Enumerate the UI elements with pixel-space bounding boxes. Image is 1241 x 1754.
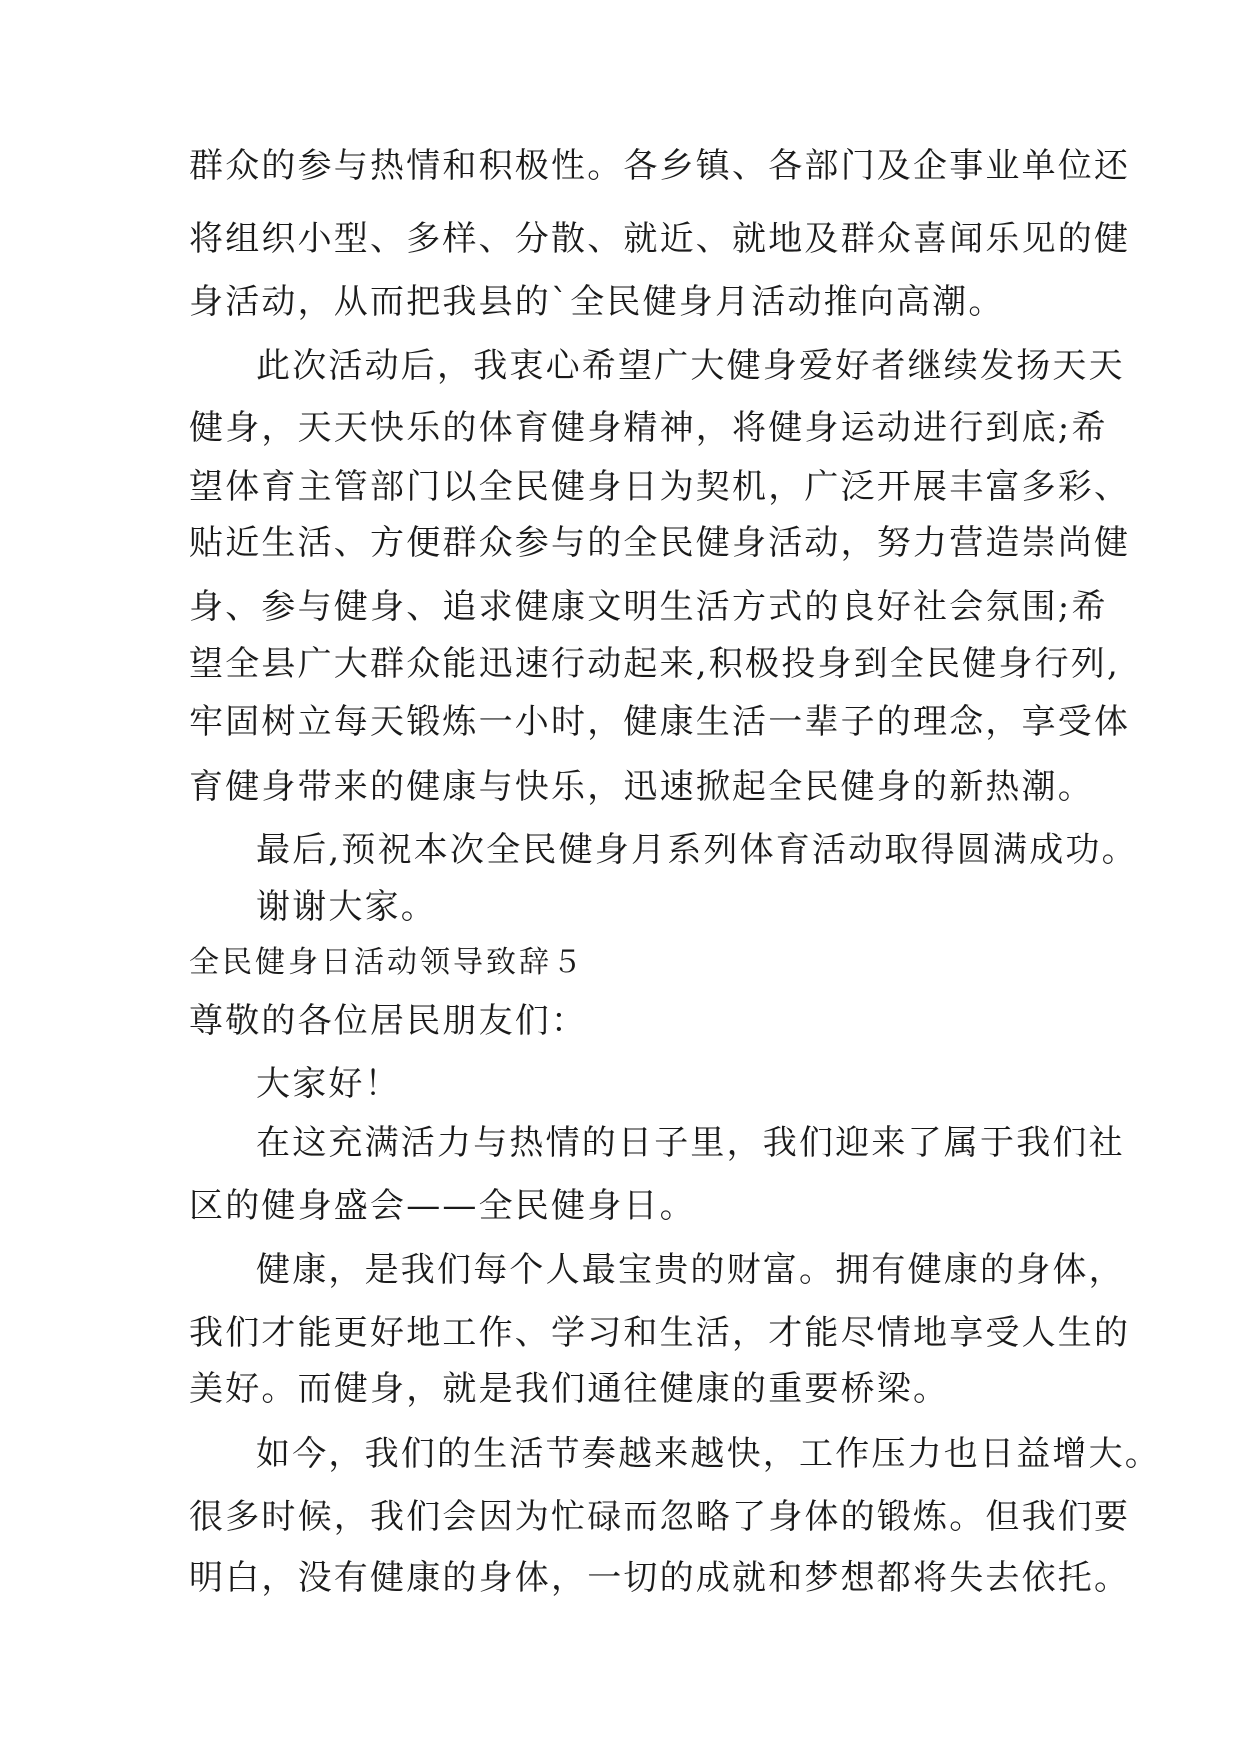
paragraph-line: 我们才能更好地工作、学习和生活，才能尽情地享受人生的 [189,1313,1131,1353]
paragraph-line: 身活动，从而把我县的`全民健身月活动推向高潮。 [189,282,1005,322]
paragraph-line: 望体育主管部门以全民健身日为契机，广泛开展丰富多彩、 [189,467,1131,507]
paragraph-line: 很多时候，我们会因为忙碌而忽略了身体的锻炼。但我们要 [189,1497,1131,1537]
paragraph-line: 身、参与健身、追求健康文明生活方式的良好社会氛围;希 [189,587,1108,627]
paragraph-line: 健身，天天快乐的体育健身精神，将健身运动进行到底;希 [189,408,1108,448]
paragraph-line: 将组织小型、多样、分散、就近、就地及群众喜闻乐见的健 [189,219,1131,259]
paragraph-line: 群众的参与热情和积极性。各乡镇、各部门及企事业单位还 [189,146,1131,186]
paragraph-line: 明白，没有健康的身体，一切的成就和梦想都将失去依托。 [189,1558,1131,1598]
paragraph-line: 育健身带来的健康与快乐，迅速掀起全民健身的新热潮。 [189,767,1094,807]
paragraph-line: 贴近生活、方便群众参与的全民健身活动，努力营造崇尚健 [189,523,1131,563]
paragraph-line: 美好。而健身，就是我们通往健康的重要桥梁。 [189,1369,950,1409]
paragraph-line: 谢谢大家。 [256,887,437,927]
paragraph-line: 此次活动后，我衷心希望广大健身爱好者继续发扬天天 [256,346,1125,386]
section-title: 全民健身日活动领导致辞５ [189,945,585,980]
paragraph-line: 牢固树立每天锻炼一小时，健康生活一辈子的理念，享受体 [189,702,1131,742]
salutation: 尊敬的各位居民朋友们： [189,1001,588,1041]
greeting: 大家好！ [256,1064,401,1104]
paragraph-line: 在这充满活力与热情的日子里，我们迎来了属于我们社 [256,1123,1125,1163]
paragraph-line: 如今，我们的生活节奏越来越快，工作压力也日益增大。 [256,1434,1161,1474]
paragraph-line: 区的健身盛会——全民健身日。 [189,1186,696,1226]
paragraph-line: 健康，是我们每个人最宝贵的财富。拥有健康的身体， [256,1250,1125,1290]
paragraph-line: 望全县广大群众能迅速行动起来,积极投身到全民健身行列, [189,644,1121,684]
paragraph-line: 最后,预祝本次全民健身月系列体育活动取得圆满成功。 [256,830,1138,870]
